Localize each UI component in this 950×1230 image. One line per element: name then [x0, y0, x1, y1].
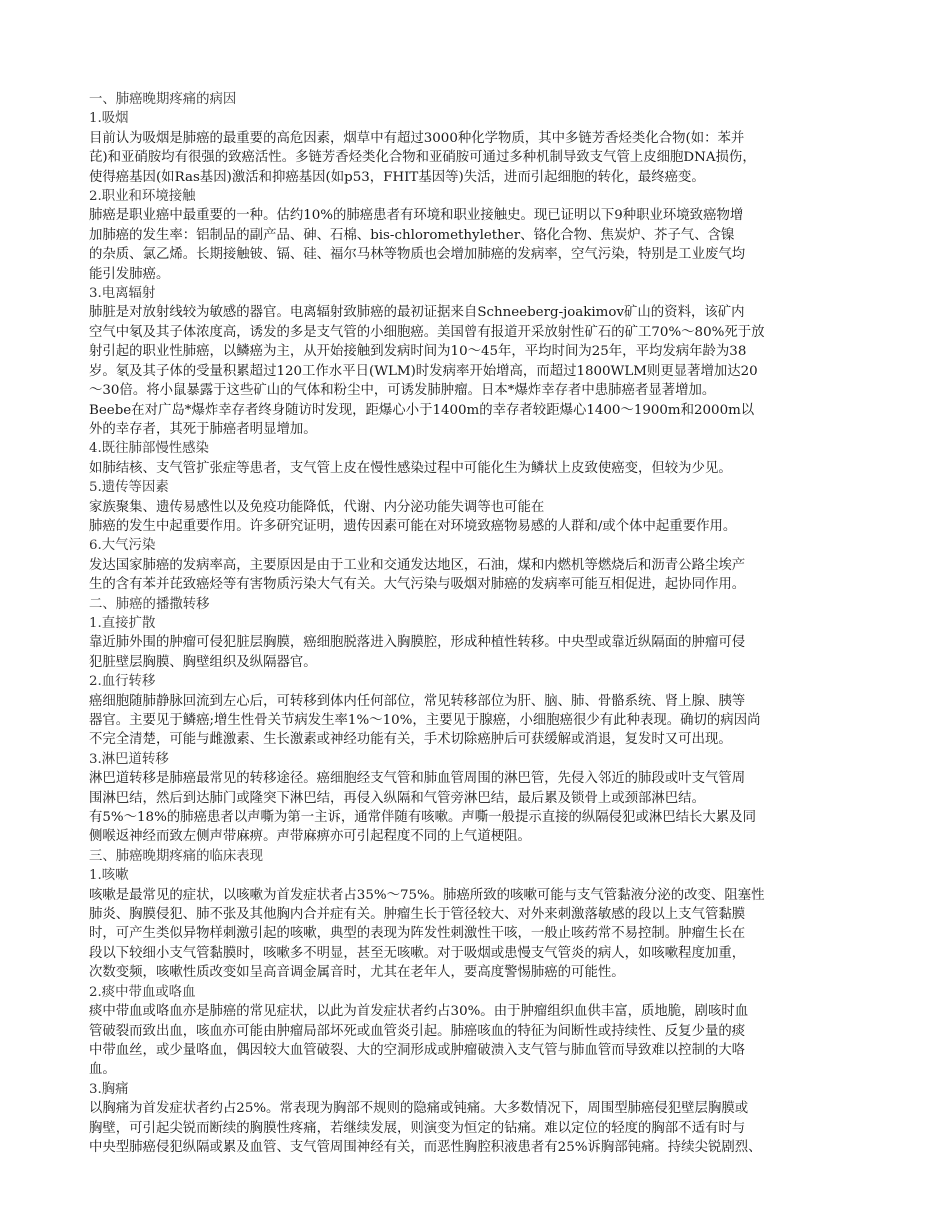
paragraph-line: Beebe在对广岛*爆炸幸存者终身随访时发现，距爆心小于1400m的幸存者较距爆心1400～1900m和2000m以: [89, 402, 755, 418]
paragraph-line: 时，可产生类似异物样刺激引起的咳嗽，典型的表现为阵发性刺激性干咳，一般止咳药常不易控制。肿瘤生长在: [89, 926, 746, 942]
paragraph-line: 肺脏是对放射线较为敏感的器官。电离辐射致肺癌的最初证据来自Schneeberg-joakimov矿山的资料，该矿内: [89, 305, 745, 321]
paragraph-line: 肺癌的发生中起重要作用。许多研究证明，遗传因素可能在对环境致癌物易感的人群和/或个体中起重要作用。: [89, 518, 737, 534]
subheading: 2.职业和环境接触: [89, 189, 196, 205]
paragraph-line: 血。: [89, 1062, 116, 1078]
paragraph-line: 的杂质、氯乙烯。长期接触铍、镉、硅、福尔马林等物质也会增加肺癌的发病率，空气污染，特别是工业废气均: [89, 247, 746, 263]
paragraph-line: 如肺结核、支气管扩张症等患者，支气管上皮在慢性感染过程中可能化生为鳞状上皮致使癌变，但较为少见。: [89, 460, 732, 476]
paragraph-line: 生的含有苯并芘致癌烃等有害物质污染大气有关。大气污染与吸烟对肺癌的发病率可能互相促进，起协同作用。: [89, 577, 746, 593]
paragraph-line: 芘)和亚硝胺均有很强的致癌活性。多链芳香烃类化合物和亚硝胺可通过多种机制导致支气管上皮细胞DNA损伤，: [89, 150, 756, 166]
paragraph-line: 使得癌基因(如Ras基因)激活和抑癌基因(如p53，FHIT基因等)失活，进而引起细胞的转化，最终癌变。: [89, 169, 705, 185]
subheading: 2.痰中带血或咯血: [89, 984, 196, 1000]
paragraph-line: 痰中带血或咯血亦是肺癌的常见症状，以此为首发症状者约占30%。由于肿瘤组织血供丰富，质地脆，剧咳时血: [89, 1004, 749, 1020]
subheading: 2.血行转移: [89, 674, 156, 690]
paragraph-line: 犯脏壁层胸膜、胸壁组织及纵隔器官。: [89, 654, 317, 670]
paragraph-line: 不完全清楚，可能与雌激素、生长激素或神经功能有关，手术切除癌肿后可获缓解或消退，复发时又可出现。: [89, 732, 732, 748]
paragraph-line: 能引发肺癌。: [89, 266, 170, 282]
subheading: 1.直接扩散: [89, 615, 156, 631]
subheading: 1.咳嗽: [89, 868, 129, 884]
paragraph-line: 管破裂而致出血，咳血亦可能由肿瘤局部坏死或血管炎引起。肺癌咳血的特征为间断性或持续性、反复少量的痰: [89, 1023, 746, 1039]
paragraph-line: 有5%～18%的肺癌患者以声嘶为第一主诉，通常伴随有咳嗽。声嘶一般提示直接的纵隔侵犯或淋巴结长大累及同: [89, 810, 756, 826]
subheading: 3.胸痛: [89, 1081, 129, 1097]
paragraph-line: 胸壁，可引起尖锐而断续的胸膜性疼痛，若继续发展，则演变为恒定的钻痛。难以定位的轻度的胸部不适有时与: [89, 1120, 746, 1136]
paragraph-line: 癌细胞随肺静脉回流到左心后，可转移到体内任何部位，常见转移部位为肝、脑、肺、骨骼系统、肾上腺、胰等: [89, 693, 746, 709]
paragraph-line: 空气中氡及其子体浓度高，诱发的多是支气管的小细胞癌。美国曾有报道开采放射性矿石的矿工70%～80%死于放: [89, 324, 765, 340]
subheading: 1.吸烟: [89, 111, 129, 127]
paragraph-line: ～30倍。将小鼠暴露于这些矿山的气体和粉尘中，可诱发肺肿瘤。日本*爆炸幸存者中患肺癌者显著增加。: [89, 383, 716, 399]
paragraph-line: 围淋巴结，然后到达肺门或隆突下淋巴结，再侵入纵隔和气管旁淋巴结，最后累及锁骨上或颈部淋巴结。: [89, 790, 705, 806]
subheading: 3.淋巴道转移: [89, 751, 169, 767]
paragraph-line: 发达国家肺癌的发病率高，主要原因是由于工业和交通发达地区，石油，煤和内燃机等燃烧后和沥青公路尘埃产: [89, 557, 746, 573]
paragraph-line: 次数变频，咳嗽性质改变如呈高音调金属音时，尤其在老年人，要高度警惕肺癌的可能性。: [89, 965, 625, 981]
paragraph-line: 段以下较细小支气管黏膜时，咳嗽多不明显，甚至无咳嗽。对于吸烟或患慢支气管炎的病人，如咳嗽程度加重，: [89, 945, 746, 961]
heading: 二、肺癌的播撒转移: [89, 596, 210, 612]
paragraph-line: 肺炎、胸膜侵犯、肺不张及其他胸内合并症有关。肿瘤生长于管径较大、对外来刺激落敏感的段以上支气管黏膜: [89, 907, 746, 923]
paragraph-line: 加肺癌的发生率：铝制品的副产品、砷、石棉、bis-chloromethylether、铬化合物、焦炭炉、芥子气、含镍: [89, 227, 735, 243]
paragraph-line: 中央型肺癌侵犯纵隔或累及血管、支气管周围神经有关，而恶性胸腔积液患者有25%诉胸部钝痛。持续尖锐剧烈、: [89, 1139, 762, 1155]
paragraph-line: 淋巴道转移是肺癌最常见的转移途径。癌细胞经支气管和肺血管周围的淋巴管，先侵入邻近的肺段或叶支气管周: [89, 771, 746, 787]
paragraph-line: 侧喉返神经而致左侧声带麻痹。声带麻痹亦可引起程度不同的上气道梗阻。: [89, 829, 531, 845]
paragraph-line: 中带血丝，或少量咯血，偶因较大血管破裂、大的空洞形成或肿瘤破溃入支气管与肺血管而导致难以控制的大咯: [89, 1042, 746, 1058]
paragraph-line: 目前认为吸烟是肺癌的最重要的高危因素，烟草中有超过3000种化学物质，其中多链芳香烃类化合物(如：苯并: [89, 130, 745, 146]
heading: 一、肺癌晚期疼痛的病因: [89, 92, 237, 107]
subheading: 3.电离辐射: [89, 286, 156, 302]
document-body: [89, 90, 863, 1157]
paragraph-line: 家族聚集、遗传易感性以及免疫功能降低，代谢、内分泌功能失调等也可能在: [89, 499, 545, 515]
subheading: 5.遗传等因素: [89, 480, 169, 496]
paragraph-line: 岁。氡及其子体的受量积累超过120工作水平日(WLM)时发病率开始增高，而超过1800WLM则更显著增加达20: [89, 363, 758, 379]
subheading: 6.大气污染: [89, 538, 156, 554]
subheading: 4.既往肺部慢性感染: [89, 441, 209, 457]
paragraph-line: 射引起的职业性肺癌，以鳞癌为主，从开始接触到发病时间为10～45年，平均时间为25年，平均发病年龄为38: [89, 344, 747, 360]
paragraph-line: 器官。主要见于鳞癌;增生性骨关节病发生率1%～10%，主要见于腺癌，小细胞癌很少有此种表现。确切的病因尚: [89, 713, 761, 728]
paragraph-line: 咳嗽是最常见的症状，以咳嗽为首发症状者占35%～75%。肺癌所致的咳嗽可能与支气管黏液分泌的改变、阻塞性: [89, 887, 765, 903]
paragraph-line: 外的幸存者，其死于肺癌者明显增加。: [89, 421, 317, 437]
paragraph-line: 靠近肺外围的肿瘤可侵犯脏层胸膜，癌细胞脱落进入胸膜腔，形成种植性转移。中央型或靠近纵隔面的肿瘤可侵: [89, 635, 746, 651]
heading: 三、肺癌晚期疼痛的临床表现: [89, 848, 264, 864]
paragraph-line: 以胸痛为首发症状者约占25%。常表现为胸部不规则的隐痛或钝痛。大多数情况下，周围型肺癌侵犯壁层胸膜或: [89, 1101, 749, 1117]
paragraph-line: 肺癌是职业癌中最重要的一种。估约10%的肺癌患者有环境和职业接触史。现已证明以下9种职业环境致癌物增: [89, 208, 744, 224]
